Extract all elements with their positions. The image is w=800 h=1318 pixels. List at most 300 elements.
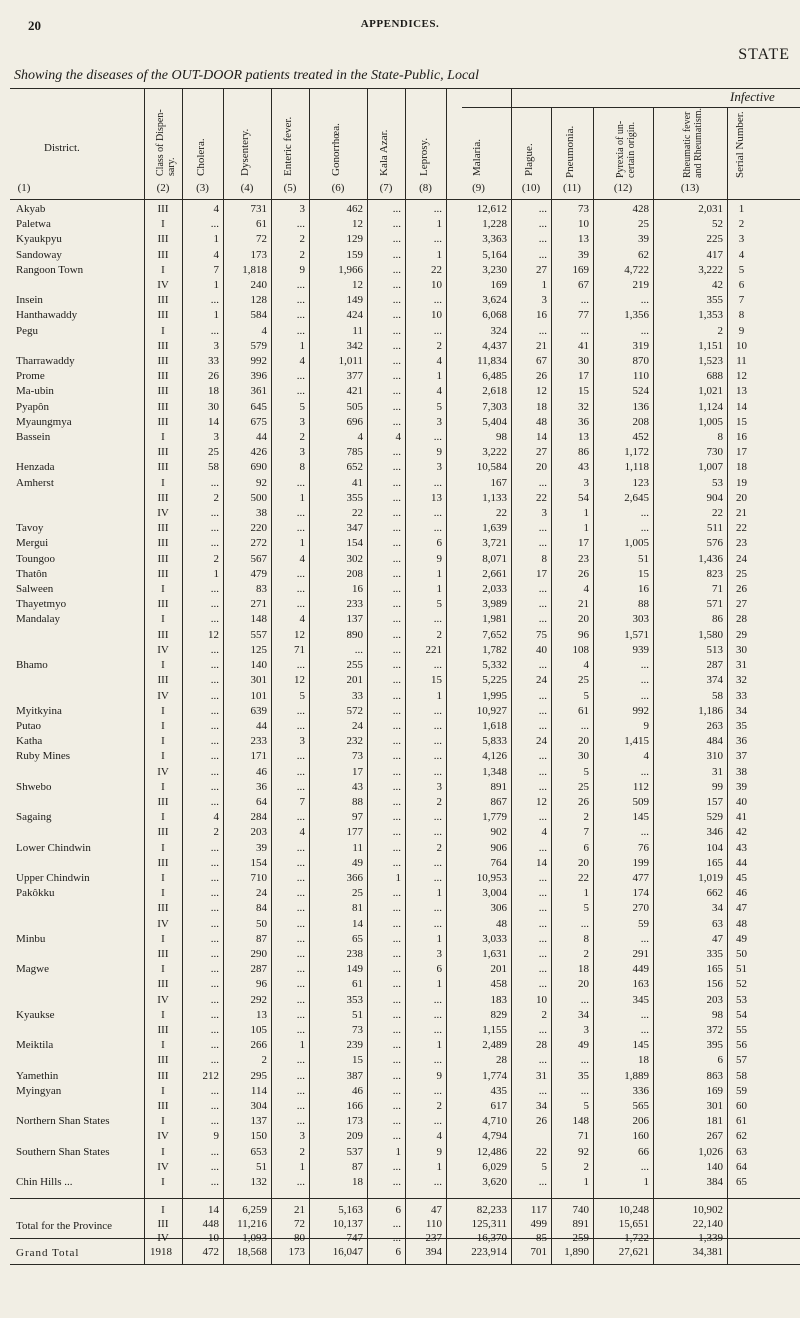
- dispensary-table: [0, 202, 756, 1190]
- value-cell: 51: [638, 552, 649, 565]
- value-cell: 3: [299, 415, 305, 428]
- serial-cell: 50: [736, 947, 747, 960]
- value-cell: 355: [706, 294, 723, 307]
- value-cell: ...: [433, 750, 442, 763]
- serial-cell: 53: [736, 993, 747, 1006]
- value-cell: ...: [210, 932, 219, 945]
- value-cell: 14: [536, 856, 547, 869]
- value-cell: 96: [256, 978, 267, 991]
- table-row: [0, 734, 756, 749]
- spacer-cell: [0, 1245, 144, 1259]
- value-cell: ...: [210, 795, 219, 808]
- table-row: [0, 1175, 756, 1190]
- value-cell: 9: [643, 719, 649, 732]
- grand-total-cell: 27,621: [618, 1246, 649, 1258]
- value-cell: ...: [392, 446, 401, 459]
- value-cell: 239: [346, 1039, 363, 1052]
- value-cell: 458: [490, 978, 507, 991]
- value-cell: ...: [392, 1115, 401, 1128]
- page-number: 20: [28, 18, 41, 33]
- value-cell: 5: [541, 1160, 547, 1173]
- value-cell: 662: [706, 887, 723, 900]
- value-cell: ...: [296, 279, 305, 292]
- class-cell: I: [161, 841, 165, 854]
- column-number: (11): [563, 182, 581, 194]
- value-cell: ...: [433, 1176, 442, 1188]
- district-cell: [0, 278, 144, 293]
- table-row: [0, 597, 756, 612]
- value-cell: ...: [433, 902, 442, 915]
- district-cell: [0, 673, 144, 688]
- value-cell: ...: [433, 1054, 442, 1067]
- value-cell: 7,303: [482, 400, 507, 413]
- value-cell: ...: [210, 1054, 219, 1067]
- district-cell: Thatôn: [16, 567, 48, 580]
- value-cell: 1: [436, 1160, 442, 1173]
- value-cell: 992: [632, 704, 649, 717]
- value-cell: 49: [352, 856, 363, 869]
- class-cell: I: [161, 324, 165, 337]
- spacer-cell: [0, 1231, 144, 1245]
- district-cell: Ruby Mines: [16, 750, 71, 763]
- value-cell: 7: [583, 826, 589, 839]
- value-cell: 9: [299, 263, 305, 276]
- value-cell: 13: [256, 1008, 267, 1021]
- value-cell: ...: [210, 674, 219, 687]
- value-cell: 902: [490, 826, 507, 839]
- value-cell: ...: [296, 932, 305, 945]
- value-cell: ...: [392, 932, 401, 945]
- value-cell: 387: [346, 1069, 363, 1082]
- value-cell: 1: [395, 1145, 401, 1158]
- value-cell: 4: [261, 324, 267, 337]
- value-cell: ...: [210, 750, 219, 763]
- value-cell: 12: [294, 674, 305, 687]
- value-cell: ...: [392, 613, 401, 626]
- total-label: Total for the Province: [16, 1220, 113, 1232]
- class-cell: III: [157, 339, 169, 352]
- table-row: [0, 932, 756, 947]
- value-cell: 906: [490, 841, 507, 854]
- value-cell: ...: [640, 507, 649, 520]
- value-cell: ...: [210, 1145, 219, 1158]
- value-cell: ...: [538, 689, 547, 702]
- class-cell: III: [157, 978, 169, 991]
- value-cell: 76: [638, 841, 649, 854]
- value-cell: 1,005: [698, 415, 723, 428]
- value-cell: ...: [296, 750, 305, 763]
- table-row: [0, 643, 756, 658]
- value-cell: 15: [578, 385, 589, 398]
- value-cell: 10,584: [476, 461, 507, 474]
- value-cell: ...: [210, 613, 219, 626]
- serial-cell: 29: [736, 628, 747, 641]
- value-cell: 48: [536, 415, 547, 428]
- serial-cell: 24: [736, 552, 747, 565]
- total-value-cell: 448: [202, 1218, 219, 1230]
- value-cell: 6,029: [482, 1160, 507, 1173]
- table-row: [0, 673, 756, 688]
- value-cell: 1: [436, 583, 442, 596]
- value-cell: 426: [250, 446, 267, 459]
- district-cell: [0, 825, 144, 840]
- value-cell: ...: [392, 294, 401, 307]
- value-cell: 87: [352, 1160, 363, 1173]
- value-cell: 30: [208, 400, 219, 413]
- value-cell: 5: [583, 1099, 589, 1112]
- serial-cell: 30: [736, 643, 747, 656]
- value-cell: ...: [392, 780, 401, 793]
- serial-cell: 63: [736, 1145, 747, 1158]
- value-cell: 25: [578, 674, 589, 687]
- value-cell: 40: [536, 643, 547, 656]
- value-cell: 452: [632, 431, 649, 444]
- value-cell: ...: [640, 826, 649, 839]
- grand-total-table: [0, 1245, 727, 1259]
- value-cell: 571: [706, 598, 723, 611]
- district-cell: Tharrawaddy: [16, 355, 75, 368]
- column-header: Cholera.: [194, 138, 207, 176]
- value-cell: ...: [640, 1023, 649, 1036]
- value-cell: 99: [712, 780, 723, 793]
- value-cell: 3: [299, 735, 305, 748]
- class-cell: I: [161, 811, 165, 824]
- value-cell: 67: [578, 279, 589, 292]
- table-row: [0, 749, 756, 764]
- value-cell: 233: [250, 735, 267, 748]
- value-cell: ...: [210, 1008, 219, 1021]
- value-cell: 1: [213, 233, 219, 246]
- value-cell: ...: [392, 841, 401, 854]
- value-cell: 617: [490, 1099, 507, 1112]
- serial-cell: 3: [738, 233, 745, 246]
- table-row: [0, 1160, 756, 1175]
- column-header: Pneumonia.: [564, 125, 576, 178]
- class-cell: III: [157, 1099, 169, 1112]
- value-cell: ...: [433, 233, 442, 246]
- class-cell: I: [161, 704, 165, 717]
- value-cell: ...: [433, 826, 442, 839]
- value-cell: 270: [632, 902, 649, 915]
- value-cell: 384: [706, 1176, 723, 1188]
- value-cell: 785: [346, 446, 363, 459]
- class-cell: I: [161, 719, 165, 732]
- class-cell: I: [161, 932, 165, 945]
- value-cell: 136: [632, 400, 649, 413]
- value-cell: ...: [296, 704, 305, 717]
- value-cell: ...: [210, 294, 219, 307]
- value-cell: 645: [250, 400, 267, 413]
- value-cell: 129: [346, 233, 363, 246]
- class-cell: I: [161, 887, 165, 900]
- value-cell: 4: [299, 552, 305, 565]
- table-row: [0, 917, 756, 932]
- value-cell: 17: [352, 765, 363, 778]
- value-cell: 71: [578, 1130, 589, 1143]
- column-header: Class of Dispen-sary.: [155, 109, 177, 176]
- value-cell: 287: [706, 659, 723, 672]
- value-cell: 1,774: [482, 1069, 507, 1082]
- district-cell: Pyapôn: [16, 400, 49, 413]
- value-cell: 183: [490, 993, 507, 1006]
- value-cell: 24: [536, 674, 547, 687]
- value-cell: ...: [392, 856, 401, 869]
- value-cell: ...: [640, 1160, 649, 1173]
- value-cell: 374: [706, 674, 723, 687]
- value-cell: ...: [296, 1023, 305, 1036]
- value-cell: 302: [346, 552, 363, 565]
- value-cell: 9: [436, 552, 442, 565]
- value-cell: ...: [538, 932, 547, 945]
- serial-cell: 58: [736, 1069, 747, 1082]
- value-cell: ...: [392, 643, 401, 656]
- value-cell: ...: [296, 507, 305, 520]
- value-cell: 12: [294, 628, 305, 641]
- table-row: [0, 1129, 756, 1144]
- value-cell: ...: [433, 719, 442, 732]
- column-number: (8): [419, 182, 432, 194]
- value-cell: 428: [632, 203, 649, 215]
- value-cell: 4: [357, 431, 363, 444]
- value-cell: 1: [436, 689, 442, 702]
- district-cell: Thayetmyo: [16, 598, 67, 611]
- value-cell: ...: [210, 856, 219, 869]
- value-cell: 1: [299, 339, 305, 352]
- value-cell: ...: [296, 871, 305, 884]
- column-header: Kala Azar.: [378, 129, 390, 176]
- table-row: [0, 445, 756, 460]
- value-cell: 6: [583, 841, 589, 854]
- district-cell: Akyab: [16, 203, 46, 215]
- district-cell: [0, 977, 144, 992]
- value-cell: 4: [395, 431, 401, 444]
- serial-cell: 60: [736, 1099, 747, 1112]
- total-value-cell: 1,722: [624, 1232, 649, 1244]
- serial-cell: 33: [736, 689, 747, 702]
- table-row: [0, 552, 756, 567]
- grand-total-cell: 1918: [150, 1246, 172, 1258]
- value-cell: 3,624: [482, 294, 507, 307]
- value-cell: 71: [712, 583, 723, 596]
- value-cell: 98: [496, 431, 507, 444]
- total-value-cell: 85: [536, 1232, 547, 1244]
- value-cell: 77: [578, 309, 589, 322]
- serial-cell: 65: [736, 1176, 747, 1188]
- value-cell: 653: [250, 1145, 267, 1158]
- value-cell: [511, 1129, 551, 1144]
- district-cell: Yamethin: [16, 1069, 59, 1082]
- table-row: [0, 278, 756, 293]
- class-cell: III: [157, 826, 169, 839]
- district-cell: Sagaing: [16, 811, 52, 824]
- table-row: [0, 993, 756, 1008]
- class-cell: III: [157, 856, 169, 869]
- value-cell: 17: [578, 537, 589, 550]
- value-cell: 157: [706, 795, 723, 808]
- value-cell: 53: [712, 476, 723, 489]
- total-value-cell: 499: [530, 1218, 547, 1230]
- table-row: [0, 506, 756, 521]
- value-cell: ...: [392, 1099, 401, 1112]
- serial-cell: 40: [736, 795, 747, 808]
- value-cell: ...: [392, 1084, 401, 1097]
- totals-table: [0, 1203, 727, 1245]
- value-cell: 576: [706, 537, 723, 550]
- serial-cell: 51: [736, 963, 747, 976]
- value-cell: 26: [208, 370, 219, 383]
- class-cell: IV: [157, 917, 169, 930]
- value-cell: ...: [210, 583, 219, 596]
- class-cell: III: [157, 537, 169, 550]
- value-cell: ...: [392, 385, 401, 398]
- serial-cell: 43: [736, 841, 747, 854]
- value-cell: ...: [392, 1176, 401, 1188]
- value-cell: 10: [431, 309, 442, 322]
- value-cell: 1,019: [698, 871, 723, 884]
- value-cell: ...: [210, 324, 219, 337]
- total-value-cell: 891: [572, 1218, 589, 1230]
- value-cell: 25: [638, 218, 649, 231]
- table-row: [0, 460, 756, 475]
- serial-cell: 10: [736, 339, 747, 352]
- grand-total-cell: 18,568: [236, 1246, 267, 1258]
- value-cell: 31: [536, 1069, 547, 1082]
- value-cell: 71: [294, 643, 305, 656]
- class-cell: IV: [157, 689, 169, 702]
- value-cell: 2: [583, 1160, 589, 1173]
- serial-cell: 2: [738, 218, 745, 231]
- class-cell: III: [157, 1054, 169, 1067]
- value-cell: 98: [712, 1008, 723, 1021]
- serial-cell: 11: [736, 355, 747, 368]
- value-cell: 5,332: [482, 659, 507, 672]
- value-cell: 2: [213, 491, 219, 504]
- district-cell: Pakôkku: [16, 887, 55, 900]
- value-cell: ...: [538, 583, 547, 596]
- total-value-cell: 6,259: [242, 1204, 267, 1216]
- table-row: [0, 1008, 756, 1023]
- table-row: [0, 582, 756, 597]
- value-cell: 4,126: [482, 750, 507, 763]
- value-cell: 22: [431, 263, 442, 276]
- value-cell: 16: [352, 583, 363, 596]
- class-cell: III: [157, 1218, 169, 1230]
- value-cell: 3: [213, 339, 219, 352]
- class-cell: III: [157, 674, 169, 687]
- value-cell: ...: [538, 780, 547, 793]
- district-cell: [0, 765, 144, 780]
- class-cell: IV: [157, 1130, 169, 1143]
- serial-cell: 25: [736, 567, 747, 580]
- class-cell: I: [161, 963, 165, 976]
- value-cell: 1,151: [698, 339, 723, 352]
- value-cell: 764: [490, 856, 507, 869]
- table-row: [0, 795, 756, 810]
- value-cell: 173: [250, 248, 267, 261]
- value-cell: 292: [250, 993, 267, 1006]
- class-cell: I: [161, 476, 165, 489]
- column-header: Malaria.: [470, 139, 483, 176]
- value-cell: ...: [210, 993, 219, 1006]
- running-head: APPENDICES.: [360, 18, 440, 30]
- value-cell: ...: [392, 765, 401, 778]
- value-cell: 3: [541, 507, 547, 520]
- value-cell: 27: [536, 263, 547, 276]
- district-cell: [0, 856, 144, 871]
- value-cell: 2,645: [624, 491, 649, 504]
- class-cell: I: [161, 659, 165, 672]
- value-cell: 4: [299, 613, 305, 626]
- value-cell: 154: [346, 537, 363, 550]
- value-cell: 10: [578, 218, 589, 231]
- class-cell: I: [161, 1145, 165, 1158]
- value-cell: ...: [210, 963, 219, 976]
- value-cell: 26: [536, 1115, 547, 1128]
- table-row: [0, 841, 756, 856]
- value-cell: ...: [296, 324, 305, 337]
- table-row: [0, 1145, 756, 1160]
- value-cell: 284: [250, 811, 267, 824]
- serial-cell: 23: [736, 537, 747, 550]
- value-cell: 1,021: [698, 385, 723, 398]
- value-cell: 396: [250, 370, 267, 383]
- value-cell: 696: [346, 415, 363, 428]
- value-cell: ...: [210, 871, 219, 884]
- value-cell: 7,652: [482, 628, 507, 641]
- value-cell: 4: [583, 659, 589, 672]
- value-cell: ...: [296, 309, 305, 322]
- value-cell: ...: [296, 583, 305, 596]
- value-cell: 3: [541, 294, 547, 307]
- value-cell: ...: [210, 735, 219, 748]
- value-cell: 1: [583, 507, 589, 520]
- class-cell: I: [161, 1176, 165, 1188]
- total-row: [0, 1231, 727, 1245]
- value-cell: 8: [541, 552, 547, 565]
- total-value-cell: 80: [294, 1232, 305, 1244]
- serial-cell: 34: [736, 704, 747, 717]
- column-number: (12): [613, 182, 633, 194]
- value-cell: 212: [202, 1069, 219, 1082]
- class-cell: III: [157, 902, 169, 915]
- class-cell: III: [157, 309, 169, 322]
- class-cell: III: [157, 461, 169, 474]
- value-cell: 50: [256, 917, 267, 930]
- value-cell: 301: [706, 1099, 723, 1112]
- value-cell: 22: [536, 1145, 547, 1158]
- class-cell: I: [161, 613, 165, 626]
- value-cell: 417: [706, 248, 723, 261]
- value-cell: 232: [346, 735, 363, 748]
- table-row: [0, 628, 756, 643]
- value-cell: 166: [346, 1099, 363, 1112]
- value-cell: 870: [632, 355, 649, 368]
- table-row: [0, 1053, 756, 1068]
- value-cell: ...: [392, 674, 401, 687]
- value-cell: 345: [632, 993, 649, 1006]
- value-cell: 199: [632, 856, 649, 869]
- class-cell: III: [157, 415, 169, 428]
- value-cell: 27: [536, 446, 547, 459]
- total-value-cell: 21: [294, 1204, 305, 1216]
- total-value-cell: 1,339: [698, 1232, 723, 1244]
- value-cell: 36: [578, 415, 589, 428]
- table-row: [0, 339, 756, 354]
- value-cell: 1: [583, 522, 589, 535]
- column-header: Dysentery.: [239, 128, 251, 176]
- value-cell: 4,722: [624, 263, 649, 276]
- value-cell: ...: [210, 765, 219, 778]
